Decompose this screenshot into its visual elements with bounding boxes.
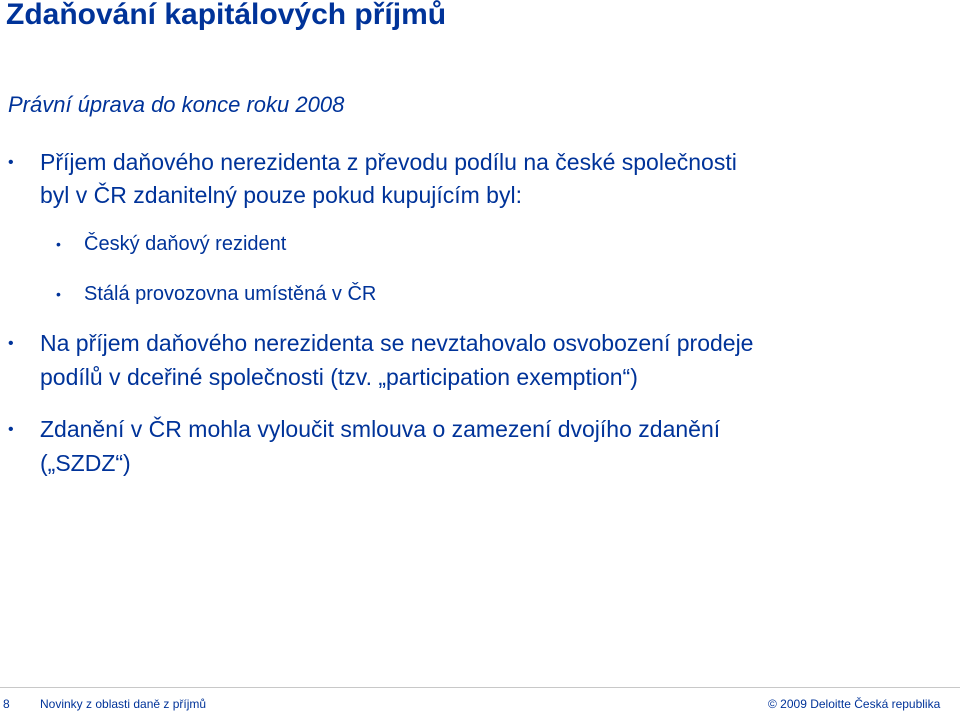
footer-divider [0, 687, 960, 688]
bullet-text-line: podílů v dceřiné společnosti (tzv. „participation exemption“) [40, 364, 638, 390]
slide-subtitle: Právní úprava do konce roku 2008 [8, 92, 345, 117]
bullet-icon: • [8, 421, 14, 438]
bullet-icon: • [56, 286, 61, 302]
footer-presentation-title: Novinky z oblasti daně z příjmů [40, 697, 207, 711]
bullet-text-line: Zdanění v ČR mohla vyloučit smlouva o zamezení dvojího zdanění [40, 416, 721, 442]
bullet-text-line: Na příjem daňového nerezidenta se nevztahovalo osvobození prodeje [40, 330, 754, 356]
bullet-text-line: Příjem daňového nerezidenta z převodu podílu na české společnosti [40, 149, 737, 175]
footer-page-number: 8 [3, 697, 10, 711]
bullet-text-line: byl v ČR zdanitelný pouze pokud kupujícím byl: [40, 182, 522, 208]
bullet-icon: • [8, 335, 14, 352]
footer-copyright: © 2009 Deloitte Česká republika [768, 697, 941, 711]
bullet-icon: • [56, 236, 61, 252]
bullet-text-line: („SZDZ“) [40, 450, 131, 476]
bullet-text-line: Stálá provozovna umístěná v ČR [84, 283, 377, 305]
slide-title: Zdaňování kapitálových příjmů [6, 0, 447, 31]
bullet-icon: • [8, 154, 14, 171]
bullet-text-line: Český daňový rezident [84, 233, 287, 255]
